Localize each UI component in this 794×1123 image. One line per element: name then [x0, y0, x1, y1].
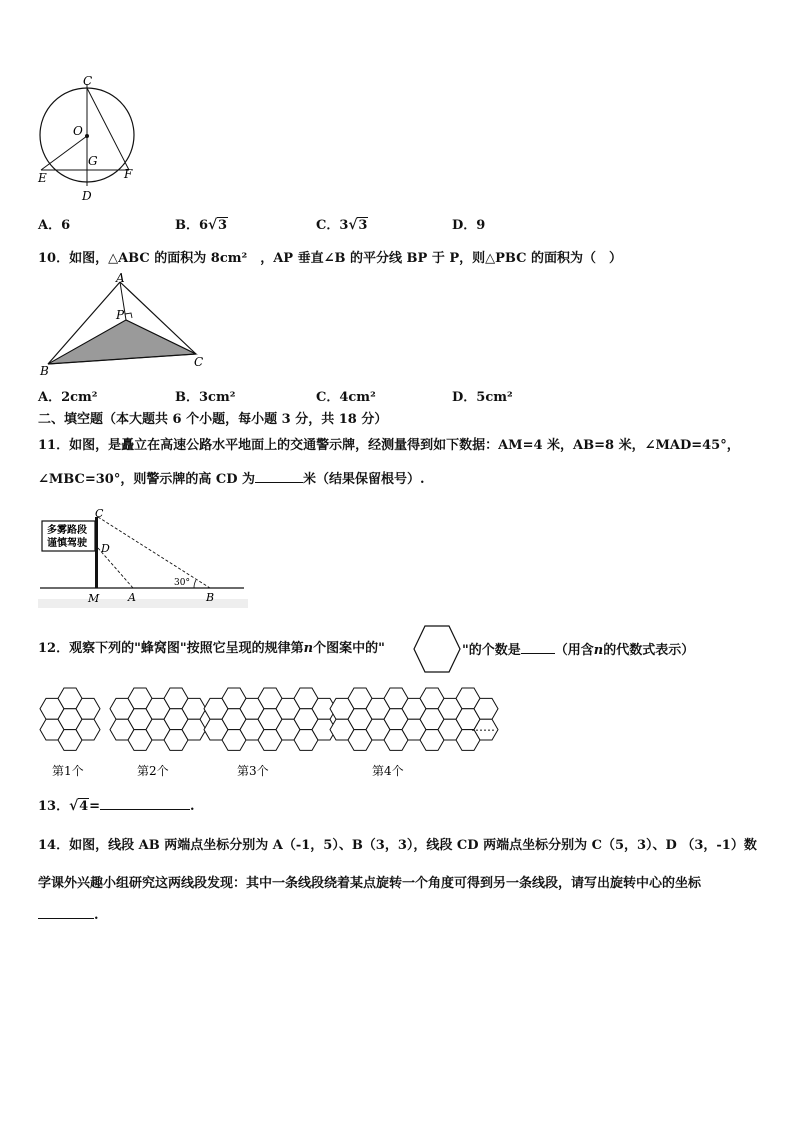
q11-answer-blank[interactable] — [255, 470, 303, 483]
label-B: B — [40, 364, 49, 378]
q14-line1: 14．如图，线段 AB 两端点坐标分别为 A（-1，5）、B（3，3），线段 CD 两端点坐标分别为 C（5，3）、D （3，-1）数 — [38, 838, 757, 853]
label-M: M — [88, 592, 100, 605]
section-heading: 二、填空题（本大题共 6 个小题，每小题 3 分，共 18 分） — [38, 412, 388, 427]
label-F: F — [124, 167, 133, 181]
q13-question: 13．√ 4= . — [38, 797, 195, 815]
q9-option-a: A．6 — [38, 218, 71, 233]
caption-1: 第1个 — [52, 764, 84, 778]
q14-line3: . — [38, 906, 99, 924]
sign-text-line1: 多雾路段 — [47, 525, 87, 536]
q10-question: 10．如图，△ABC 的面积为 8cm² ，AP 垂直∠B 的平分线 BP 于 P，则△PBC 的面积为（ ） — [38, 251, 622, 266]
q9-option-d: D．9 — [452, 218, 486, 233]
q10-triangle-figure — [36, 272, 216, 380]
ellipsis: …… — [471, 720, 495, 734]
q9-option-c: C．3√ 3 — [316, 214, 368, 233]
caption-2: 第2个 — [137, 764, 169, 778]
caption-3: 第3个 — [237, 764, 269, 778]
label-B: B — [206, 591, 215, 604]
q12-text-right: "的个数是 （用含n的代数式表示） — [462, 643, 695, 658]
angle-label: 30° — [174, 578, 190, 588]
label-E: E — [38, 171, 47, 185]
hexagon-icon — [412, 624, 462, 674]
q12-answer-blank[interactable] — [521, 641, 555, 654]
q14-answer-blank[interactable] — [38, 906, 94, 919]
q11-line2: ∠MBC=30°，则警示牌的高 CD 为 米（结果保留根号）. — [38, 472, 425, 487]
label-P: P — [116, 308, 125, 322]
label-C: C — [194, 355, 204, 369]
q12-text-left: 12．观察下列的"蜂窝图"按照它呈现的规律第n个图案中的" — [38, 641, 385, 656]
q10-option-d: D．5cm² — [452, 390, 513, 405]
label-D: D — [82, 189, 92, 203]
label-A: A — [128, 591, 136, 604]
sign-text-line2: 谨慎驾驶 — [47, 538, 87, 549]
label-C: C — [83, 74, 93, 88]
label-G: G — [88, 154, 98, 168]
q14-line2: 学课外兴趣小组研究这两线段发现：其中一条线段绕着某点旋转一个角度可得到另一条线段，请写出旋转中心的坐标 — [38, 876, 702, 891]
honeycomb-figures — [34, 680, 504, 780]
q13-answer-blank[interactable] — [100, 797, 190, 810]
caption-4: 第4个 — [372, 764, 404, 778]
label-D: D — [101, 542, 110, 555]
q11-line1: 11．如图，是矗立在高速公路水平地面上的交通警示牌，经测量得到如下数据：AM=4 米，AB=8 米，∠MAD=45°， — [38, 438, 740, 453]
q11-sign-figure — [38, 504, 248, 608]
q10-option-c: C．4cm² — [316, 390, 376, 405]
label-A: A — [116, 272, 125, 285]
q9-option-b: B．6√ 3 — [175, 214, 228, 233]
q10-option-b: B．3cm² — [175, 390, 236, 405]
q9-circle-figure — [34, 74, 142, 204]
label-O: O — [73, 124, 83, 138]
q10-option-a: A．2cm² — [38, 390, 98, 405]
label-C: C — [95, 507, 104, 520]
